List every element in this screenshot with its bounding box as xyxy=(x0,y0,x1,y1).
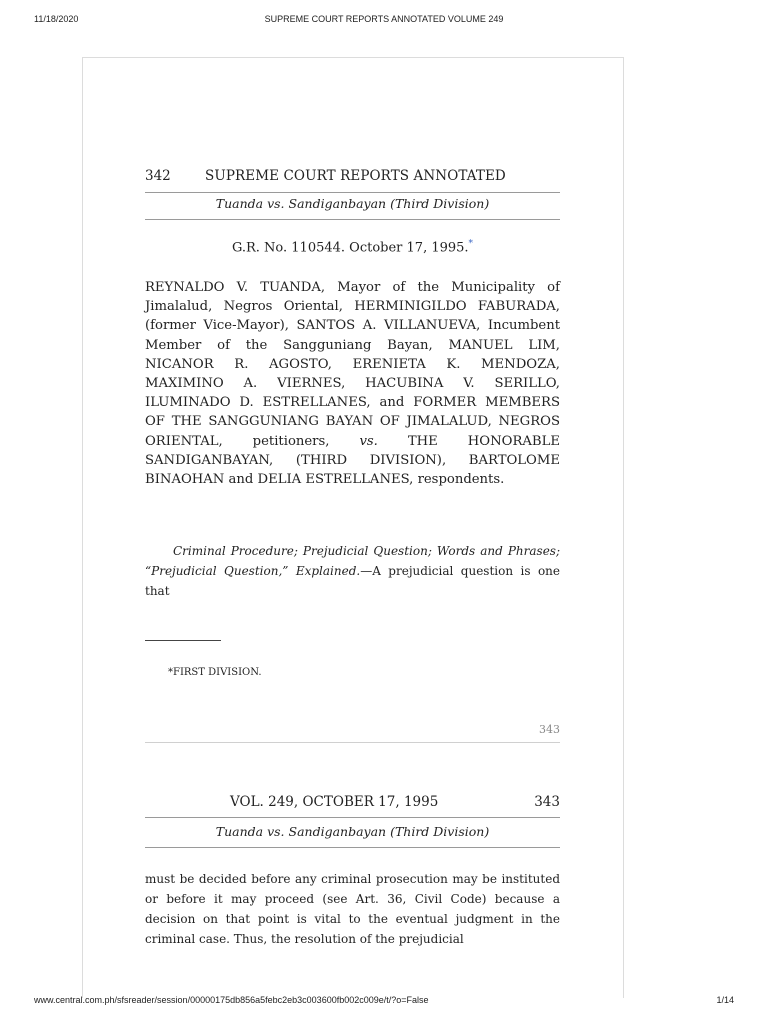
footnote-rule xyxy=(145,640,221,641)
case-title: Tuanda vs. Sandiganbayan (Third Division) xyxy=(215,196,490,211)
footnote-link[interactable]: * xyxy=(468,239,474,249)
parties-paragraph xyxy=(145,278,560,489)
running-title: SUPREME COURT REPORTS ANNOTATED xyxy=(205,168,506,184)
page-divider xyxy=(145,742,560,743)
gr-number-text: G.R. No. 110544. October 17, 1995. xyxy=(231,240,469,256)
next-page-marker: 343 xyxy=(539,723,560,736)
petitioners: REYNALDO V. TUANDA, Mayor of the Municipality of Jimalalud, Negros Oriental, HERMINIGILDO FABURADA, (former Vice-Mayor), SANTOS A. VILLANUEVA, Incumbent Member of the Sangguniang Bayan, MANUEL LIM, NICANOR R. AGOSTO, ERENIETA K. MENDOZA, MAXIMINO A. VIERNES, HACUBINA V. SERILLO, ILUMINADO D. ESTRELLANES, and FORMER MEMBERS OF THE SANGGUNIANG BAYAN OF JIMALALUD, NEGROS ORIENTAL, petitioners, xyxy=(145,280,560,449)
header-rule xyxy=(145,192,560,193)
print-title: SUPREME COURT REPORTS ANNOTATED VOLUME 249 xyxy=(264,14,504,24)
respondents: THE HONORABLE SANDIGANBAYAN, (THIRD DIVISION), BARTOLOME BINAOHAN and DELIA ESTRELLANES, respondents. xyxy=(145,433,560,488)
versus: vs. xyxy=(359,433,378,449)
header-rule xyxy=(145,847,560,848)
header-rule xyxy=(145,817,560,818)
case-title: Tuanda vs. Sandiganbayan (Third Division) xyxy=(215,824,490,839)
body-paragraph: must be decided before any criminal prosecution may be instituted or before it may proceed (see Art. 36, Civil Code) because a decision on that point is vital to the eventual judgment in the criminal case. Thus, the resolution of the prejudicial xyxy=(145,872,560,946)
print-footer xyxy=(0,990,768,1010)
header-rule xyxy=(145,219,560,220)
print-header xyxy=(0,0,768,24)
page-number: 343 xyxy=(534,794,560,810)
gr-number xyxy=(145,239,560,255)
print-url: www.central.com.ph/sfsreader/session/00000175db856a5febc2eb3c003600fb002c009e/t/?o=False xyxy=(34,995,429,1005)
syllabus-paragraph xyxy=(145,541,560,601)
print-date: 11/18/2020 xyxy=(34,14,79,24)
footnote: *FIRST DIVISION. xyxy=(168,667,262,678)
syllabus-heading: Criminal Procedure; Prejudicial Question; Words and Phrases; “Prejudicial Question,” Explained. xyxy=(145,544,560,578)
page-number: 342 xyxy=(145,168,171,184)
syllabus-text: —A prejudicial question is one that xyxy=(145,564,560,598)
running-title: VOL. 249, OCTOBER 17, 1995 xyxy=(230,794,439,810)
print-page-count: 1/14 xyxy=(716,995,734,1005)
